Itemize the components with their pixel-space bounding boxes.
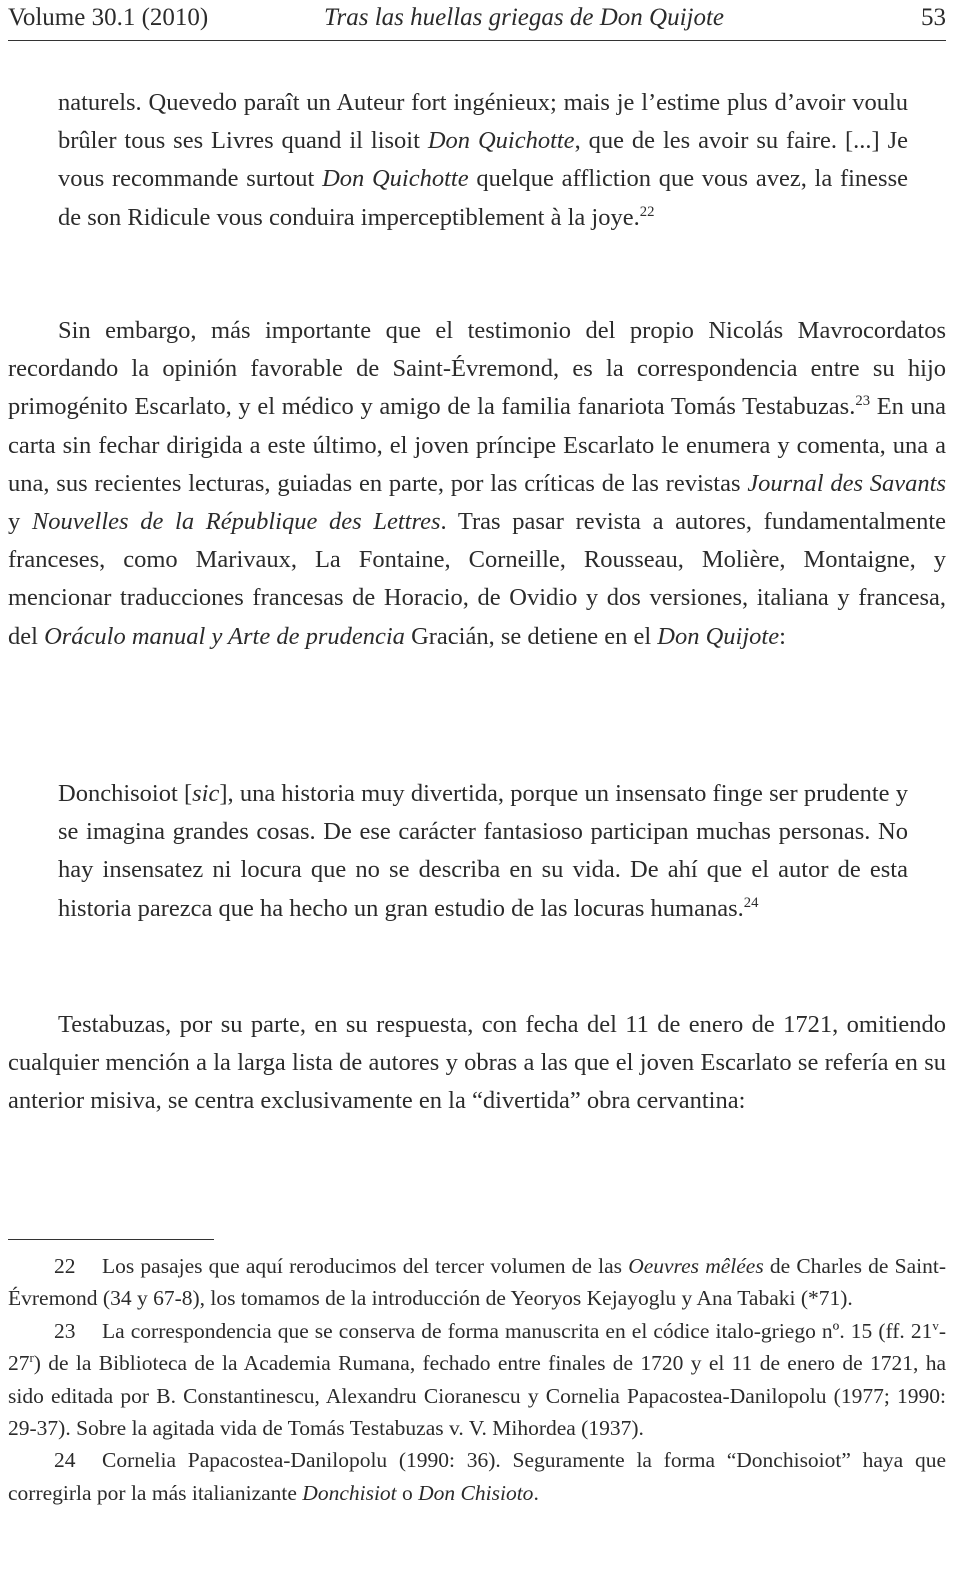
page-number: 53 bbox=[921, 4, 946, 31]
quote-text: Donchisoiot [sic], una historia muy divertida, porque un insensato finge ser prudente y se imagina grandes cosas. De ese carácter fantasioso participan muchas personas. No hay insensatez ni locura que no se describa en su vida. De ahí que el autor de esta historia parezca que ha hecho un gran estudio de las locuras humanas.$^{24}$ bbox=[58, 780, 908, 922]
running-title: Tras las huellas griegas de Don Quijote bbox=[324, 4, 725, 31]
footnote-number: 23 bbox=[54, 1318, 76, 1343]
footnote-22: 22 Los pasajes que aquí reroducimos del tercer volumen de las Oeuvres mêlées de Charles de Saint-Évremond (34 y 67-8), los tomamos de la introducción de Yeoryos Kejayoglu y Ana Tabaki (*71). bbox=[8, 1250, 946, 1315]
quote-text: naturels. Quevedo paraît un Auteur fort ingénieux; mais je l’estime plus d’avoir voulu brûler tous ses Livres quand il lisoit Don Quichotte, que de les avoir su faire. [...] Je vous recommande surtout Don Quichotte quelque affliction que vous avez, la finesse de son Ridicule vous conduira imperceptiblement à la joye.$^{22}$ bbox=[58, 89, 908, 231]
running-header bbox=[8, 2, 946, 34]
footnote-ref-23[interactable]: 23 bbox=[855, 393, 871, 410]
footnote-rule bbox=[8, 1239, 214, 1240]
footnote-ref-24[interactable]: 24 bbox=[743, 894, 759, 911]
header-rule bbox=[8, 40, 946, 41]
body-paragraph bbox=[8, 312, 946, 656]
block-quote-french bbox=[58, 84, 908, 237]
body-paragraph bbox=[8, 1006, 946, 1121]
volume-label: Volume 30.1 (2010) bbox=[8, 4, 209, 31]
block-quote-spanish bbox=[58, 775, 908, 928]
footnote-23: 23 La correspondencia que se conserva de forma manuscrita en el códice italo-griego nº. 15 (ff. 21$^v$-27$^r$) de la Biblioteca de la Academia Rumana, fechado entre finales de 1720 y el 11 de enero de 1721, ha sido editada por B. Constantinescu, Alexandru Cioranescu y Cornelia Papacostea-Danilopolu (1977; 1990: 29-37). Sobre la agitada vida de Tomás Testabuzas v. V. Mihordea (1937). bbox=[8, 1315, 946, 1445]
footnote-24: 24 Cornelia Papacostea-Danilopolu (1990: 36). Seguramente la forma “Donchisoiot” haya que corregirla por la más italianizante Donchisiot o Don Chisioto. bbox=[8, 1444, 946, 1509]
footnote-number: 22 bbox=[54, 1254, 76, 1278]
paragraph-text: Sin embargo, más importante que el testimonio del propio Nicolás Mavrocordatos recordando la opinión favorable de Saint-Évremond, es la correspondencia entre su hijo primogénito Escarlato, y el médico y amigo de la familia fanariota Tomás Testabuzas.$^{23}$ En una carta sin fechar dirigida a este último, el joven príncipe Escarlato le enumera y comenta, una a una, sus recientes lecturas, guiadas en parte, por las críticas de las revistas Journal des Savants y Nouvelles de la République des Lettres. Tras pasar revista a autores, fundamentalmente franceses, como Marivaux, La Fontaine, Corneille, Rousseau, Molière, Montaigne, y mencionar traducciones francesas de Horacio, de Ovidio y dos versiones, italiana y francesa, del Oráculo manual y Arte de prudencia Gracián, se detiene en el Don Quijote: bbox=[8, 317, 946, 650]
footnote-ref-22[interactable]: 22 bbox=[639, 203, 655, 220]
paragraph-text: Testabuzas, por su parte, en su respuesta, con fecha del 11 de enero de 1721, omitiendo cualquier mención a la larga lista de autores y obras a las que el joven Escarlato se refería en su anterior misiva, se centra exclusivamente en la “divertida” obra cervantina: bbox=[8, 1011, 946, 1115]
footnote-number: 24 bbox=[54, 1448, 76, 1473]
footnotes bbox=[8, 1250, 946, 1509]
